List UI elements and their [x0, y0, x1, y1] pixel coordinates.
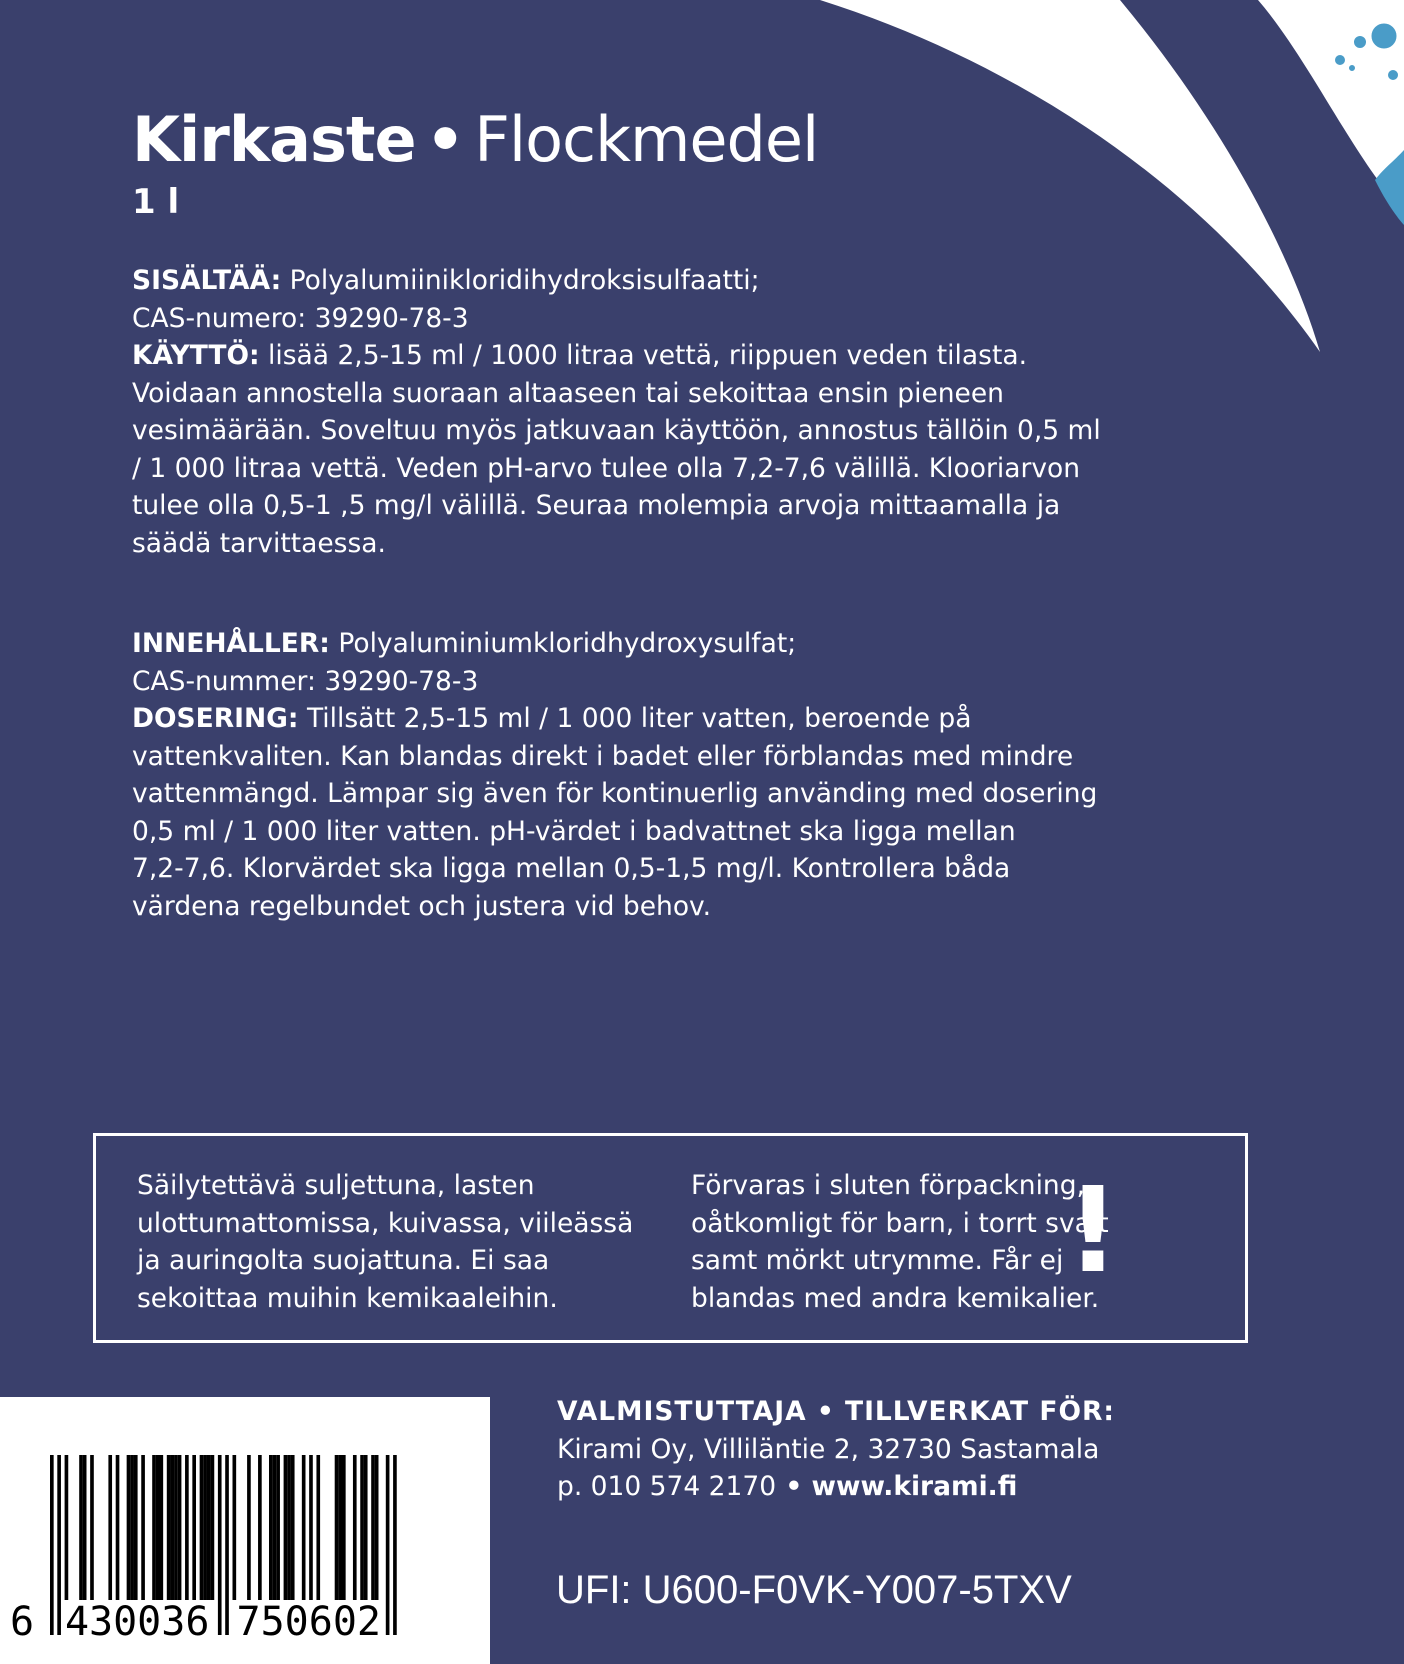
- barcode-bar: [291, 1455, 295, 1600]
- barcode-bar: [152, 1455, 156, 1600]
- barcode-bar: [273, 1455, 277, 1600]
- barcode-bar: [65, 1455, 69, 1600]
- manufacturer-info: [557, 1393, 1357, 1506]
- barcode-bar: [233, 1455, 237, 1600]
- water-drop: [1387, 69, 1399, 81]
- barcode-bar: [192, 1455, 196, 1600]
- contains-text-fi: Polyalumiinikloridihydroksisulfaatti; CAS-numero: 39290-78-3: [132, 265, 760, 334]
- barcode-bar: [167, 1455, 171, 1600]
- exclamation-icon: !: [1066, 1161, 1120, 1299]
- barcode: [0, 1397, 490, 1664]
- barcode-bar: [360, 1455, 364, 1600]
- barcode-bar: [269, 1455, 273, 1600]
- barcode-bar: [247, 1455, 251, 1600]
- swedish-instructions: [132, 625, 1132, 925]
- barcode-bar: [160, 1455, 164, 1600]
- dosing-text-sv: Tillsätt 2,5-15 ml / 1 000 liter vatten, beroende på vattenkvaliten. Kan blandas direkt i badet eller förblandas med mindre vattenmängd. Lämpar sig även för kontinuerlig använding med dosering 0,5 ml / 1 000 liter vatten. pH-värdet i badvattnet ska ligga mellan 7,2-7,6. Klorvärdet ska ligga mellan 0,5-1,5 mg/l. Kontrollera båda värdena regelbundet och justera vid behov.: [132, 703, 1098, 922]
- barcode-bar: [141, 1455, 145, 1600]
- barcode-bar: [309, 1455, 313, 1600]
- barcode-bar: [79, 1455, 83, 1600]
- ufi-code: UFI: U600-F0VK-Y007-5TXV: [556, 1568, 1072, 1612]
- dosing-label-sv: DOSERING:: [132, 703, 299, 734]
- manufacturer-phone: p. 010 574 2170: [557, 1471, 777, 1502]
- barcode-bar: [90, 1455, 94, 1600]
- storage-warning-fi: Säilytettävä suljettuna, lasten ulottumattomissa, kuivassa, viileässä ja auringolta suojattuna. Ei saa sekoittaa muihin kemikaaleihin.: [137, 1170, 634, 1314]
- barcode-bar: [284, 1455, 288, 1600]
- contains-text-sv: Polyaluminiumkloridhydroxysulfat; CAS-nummer: 39290-78-3: [132, 628, 797, 697]
- barcode-bar: [211, 1455, 215, 1600]
- barcode-bar: [156, 1455, 160, 1600]
- barcode-bar: [386, 1455, 390, 1635]
- barcode-bar: [316, 1455, 320, 1600]
- title-swedish: Flockmedel: [474, 103, 819, 176]
- contact-separator: •: [776, 1471, 812, 1502]
- barcode-bar: [174, 1455, 178, 1600]
- water-drop: [1348, 64, 1356, 72]
- barcode-digits-left: 430036: [64, 1599, 210, 1645]
- barcode-bar: [50, 1455, 54, 1635]
- usage-label-fi: KÄYTTÖ:: [132, 340, 260, 371]
- barcode-bar: [170, 1455, 174, 1600]
- barcode-bar: [203, 1455, 207, 1600]
- barcode-bar: [353, 1455, 357, 1600]
- manufacturer-address: Kirami Oy, Villiläntie 2, 32730 Sastamala: [557, 1433, 1100, 1465]
- water-drop: [1353, 35, 1367, 49]
- barcode-bar: [338, 1455, 342, 1600]
- barcode-bar: [276, 1455, 280, 1600]
- barcode-bar: [116, 1455, 120, 1600]
- barcode-bar: [207, 1455, 211, 1600]
- barcode-bar: [127, 1455, 131, 1600]
- barcode-digit-first: 6: [10, 1599, 35, 1645]
- barcode-digits-right: 750602: [236, 1599, 381, 1645]
- barcode-bar: [108, 1455, 112, 1600]
- barcode-bar: [134, 1455, 138, 1600]
- contains-label-fi: SISÄLTÄÄ:: [132, 265, 282, 296]
- barcode-bar: [83, 1455, 87, 1600]
- barcode-bar: [371, 1455, 375, 1600]
- barcode-bar: [393, 1455, 397, 1635]
- barcode-bar: [364, 1455, 368, 1600]
- barcode-bar: [178, 1455, 182, 1600]
- storage-warning-sv: Förvaras i sluten förpackning, oåtkomligt för barn, i torrt svalt samt mörkt utrymme. Får ej blandas med andra kemikalier.: [691, 1170, 1109, 1314]
- barcode-bar: [185, 1455, 189, 1600]
- water-drop: [1370, 22, 1398, 50]
- barcode-bar: [258, 1455, 262, 1600]
- barcode-bar: [375, 1455, 379, 1600]
- barcode-bar: [302, 1455, 306, 1600]
- barcode-panel: [0, 1397, 490, 1664]
- finnish-instructions: [132, 262, 1132, 562]
- manufacturer-contact: [557, 1468, 1357, 1506]
- product-volume: 1 l: [132, 182, 180, 222]
- contains-label-sv: INNEHÅLLER:: [132, 628, 330, 659]
- barcode-bar: [200, 1455, 204, 1600]
- barcode-bar: [218, 1455, 222, 1635]
- water-drop: [1334, 54, 1346, 66]
- title-separator: •: [425, 103, 465, 176]
- title-finnish: Kirkaste: [132, 103, 416, 176]
- barcode-bar: [130, 1455, 134, 1600]
- barcode-bar: [335, 1455, 339, 1600]
- manufacturer-heading: VALMISTUTTAJA • TILLVERKAT FÖR:: [557, 1396, 1115, 1427]
- barcode-bar: [342, 1455, 346, 1600]
- barcode-bar: [57, 1455, 61, 1635]
- usage-text-fi: lisää 2,5-15 ml / 1000 litraa vettä, riippuen veden tilasta. Voidaan annostella suoraan altaaseen tai sekoittaa ensin pieneen vesimäärään. Soveltuu myös jatkuvaan käyttöön, annostus tällöin 0,5 ml / 1 000 litraa vettä. Veden pH-arvo tulee olla 7,2-7,6 välillä. Klooriarvon tulee olla 0,5-1 ,5 mg/l välillä. Seuraa molempia arvoja mittaamalla ja säädä tarvittaessa.: [132, 340, 1101, 559]
- barcode-bar: [287, 1455, 291, 1600]
- product-title: [132, 100, 818, 180]
- manufacturer-website: www.kirami.fi: [811, 1471, 1018, 1502]
- barcode-bar: [225, 1455, 229, 1635]
